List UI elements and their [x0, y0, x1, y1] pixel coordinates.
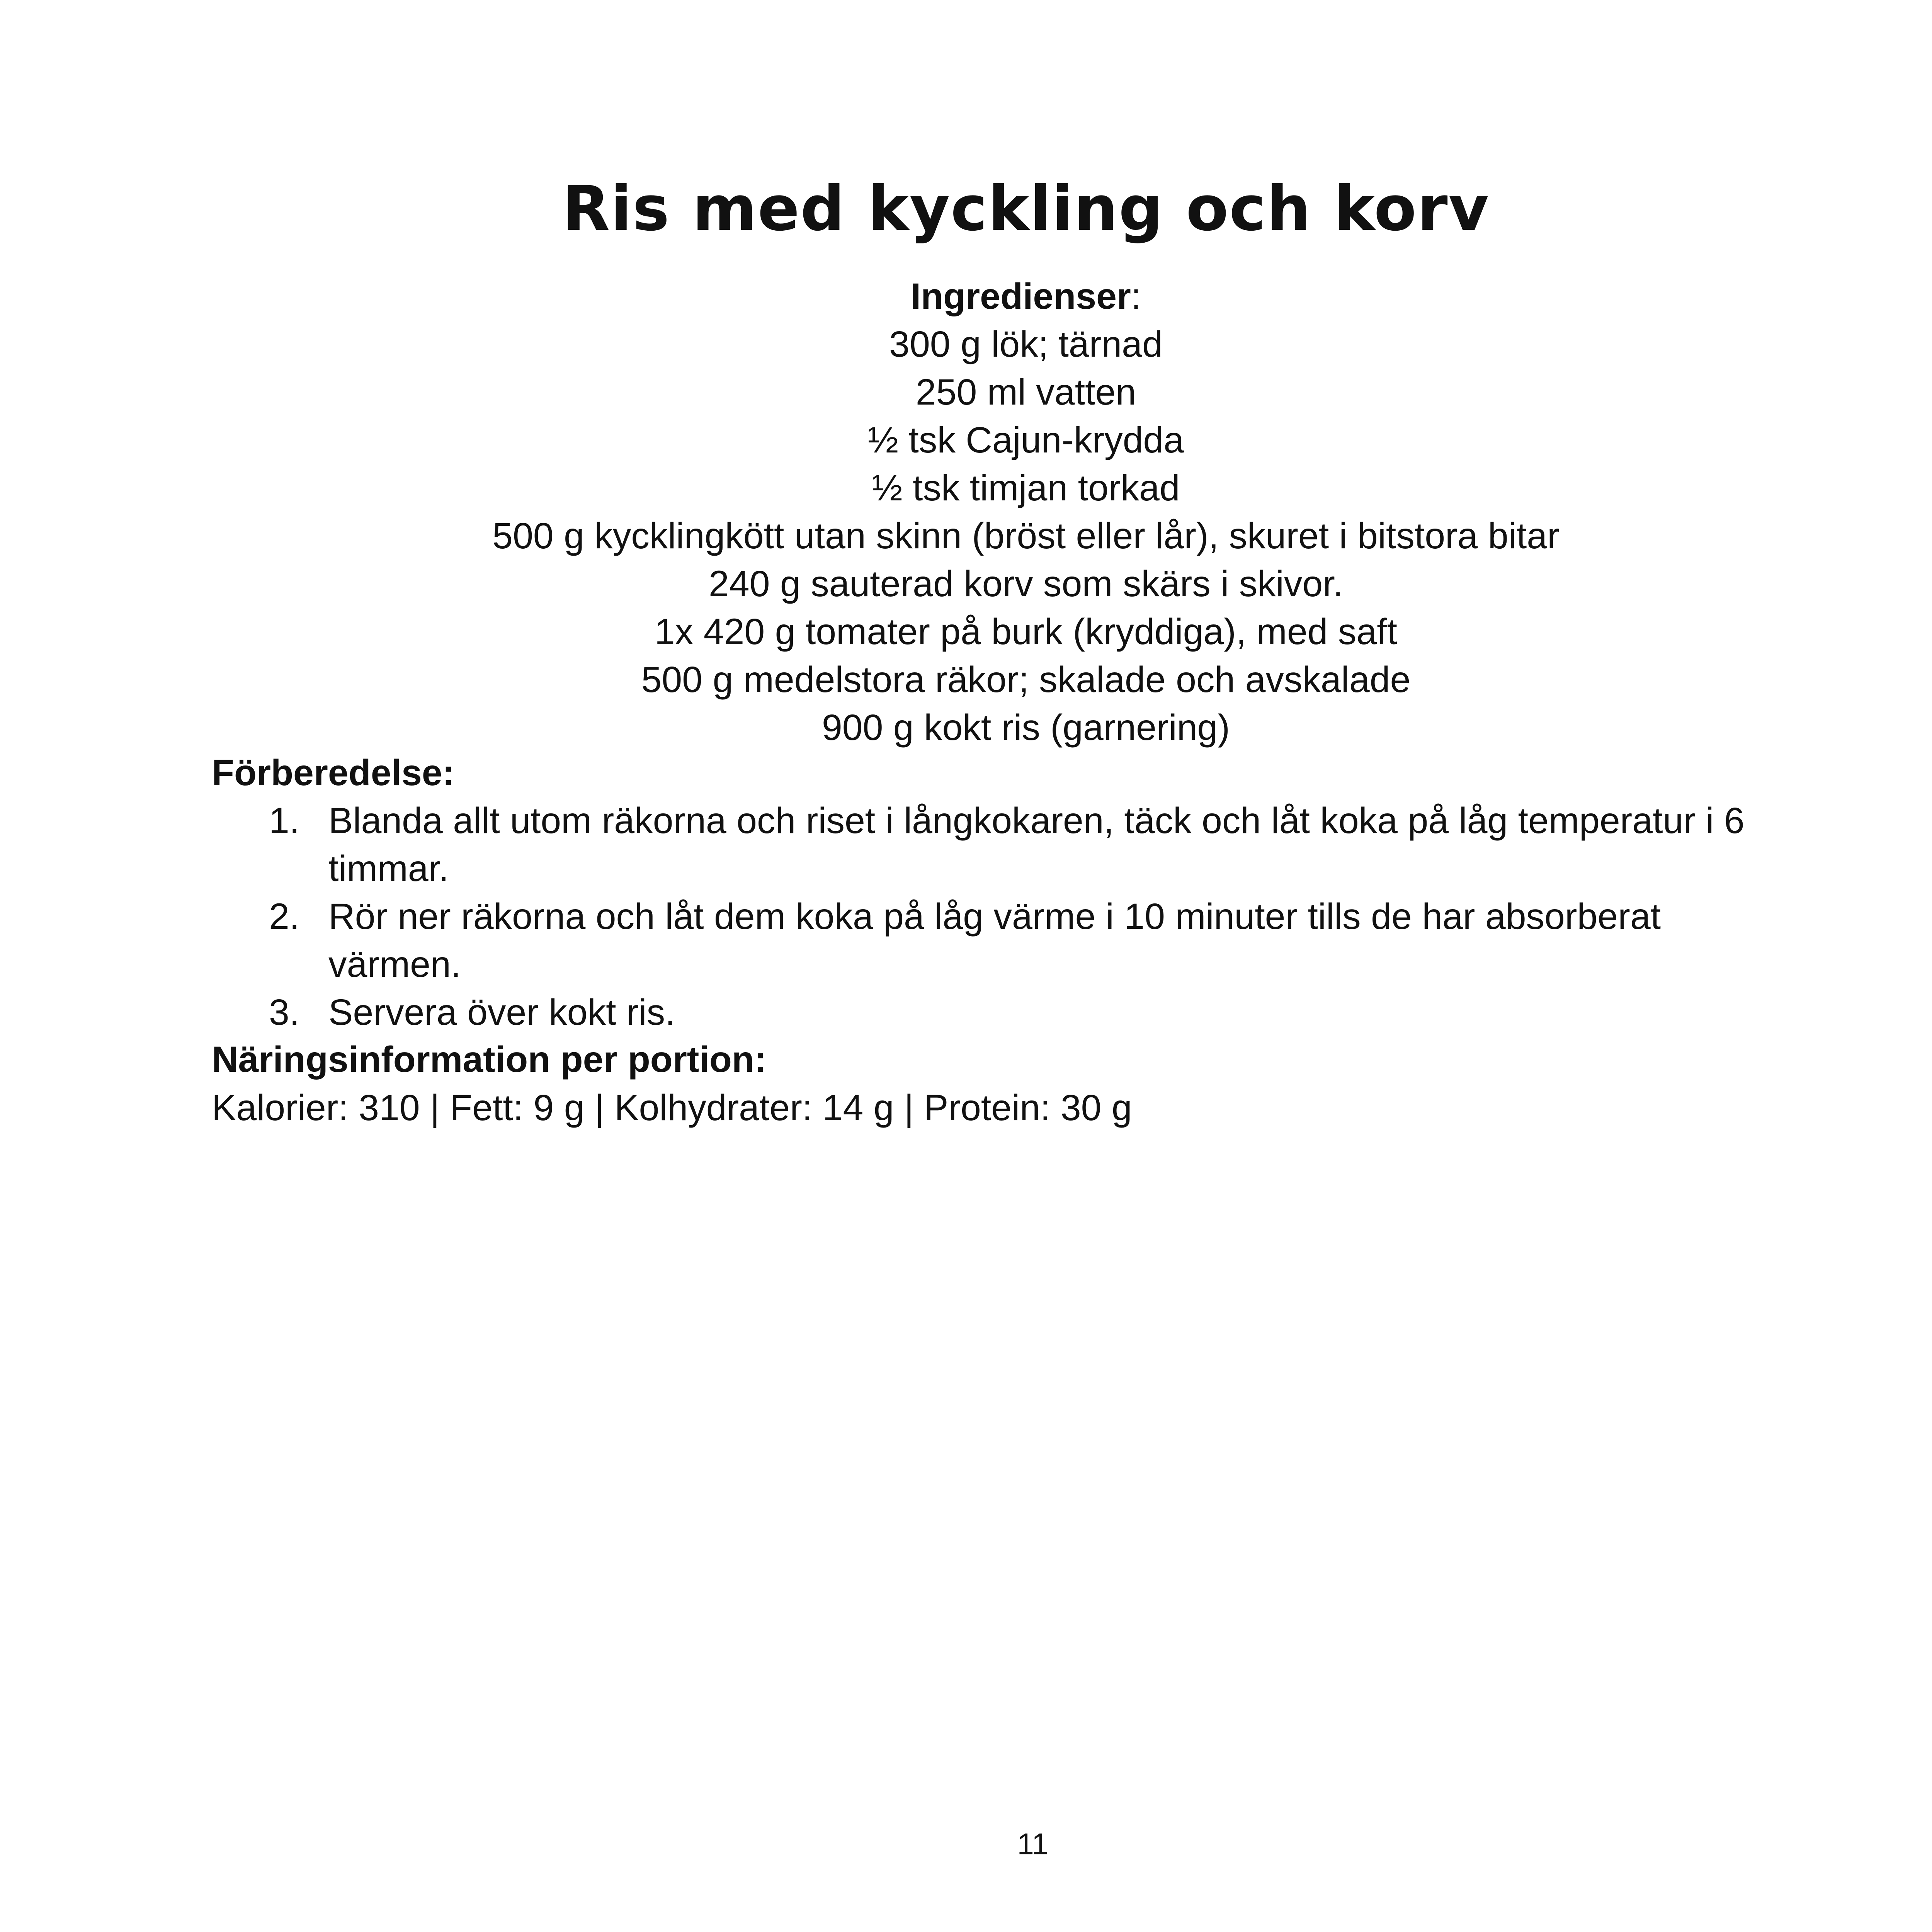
- ingredients-heading-label: Ingredienser: [910, 276, 1131, 317]
- step-item: [212, 797, 1757, 893]
- step-text: Servera över kokt ris.: [328, 992, 675, 1033]
- step-item: [212, 893, 1757, 988]
- ingredient-item: 1x 420 g tomater på burk (kryddiga), med saft: [654, 611, 1398, 652]
- ingredient-item: 500 g medelstora räkor; skalade och avskalade: [641, 659, 1411, 700]
- ingredient-item: 300 g lök; tärnad: [889, 324, 1163, 365]
- ingredient-item: ½ tsk timjan torkad: [872, 468, 1180, 509]
- ingredients-heading-colon: :: [1131, 276, 1141, 317]
- step-text: Rör ner räkorna och låt dem koka på låg värme i 10 minuter tills de har absorberat värmen.: [328, 896, 1661, 985]
- step-number: 1.: [269, 800, 300, 841]
- step-text: Blanda allt utom räkorna och riset i långkokaren, täck och låt koka på låg temperatur i 6 timmar.: [328, 800, 1745, 889]
- ingredients-section: [0, 272, 1932, 752]
- ingredients-list: [0, 320, 1932, 752]
- page-number: 11: [1017, 1827, 1049, 1861]
- ingredient-item: ½ tsk Cajun-krydda: [867, 420, 1184, 461]
- preparation-steps: [212, 797, 1757, 1036]
- ingredient-item: 900 g kokt ris (garnering): [821, 707, 1230, 748]
- step-number: 2.: [269, 896, 300, 937]
- ingredient-item: 250 ml vatten: [915, 372, 1136, 413]
- preparation-heading: Förberedelse:: [212, 752, 455, 793]
- step-number: 3.: [269, 992, 300, 1033]
- nutrition-values: Kalorier: 310 | Fett: 9 g | Kolhydrater: 14 g | Protein: 30 g: [212, 1087, 1132, 1128]
- nutrition-heading: Näringsinformation per portion:: [212, 1039, 767, 1080]
- recipe-title: Ris med kyckling och korv: [562, 172, 1490, 245]
- ingredient-item: 500 g kycklingkött utan skinn (bröst eller lår), skuret i bitstora bitar: [492, 515, 1560, 556]
- ingredient-item: 240 g sauterad korv som skärs i skivor.: [708, 563, 1344, 604]
- step-item: [212, 988, 1757, 1036]
- ingredients-heading: [0, 272, 1932, 320]
